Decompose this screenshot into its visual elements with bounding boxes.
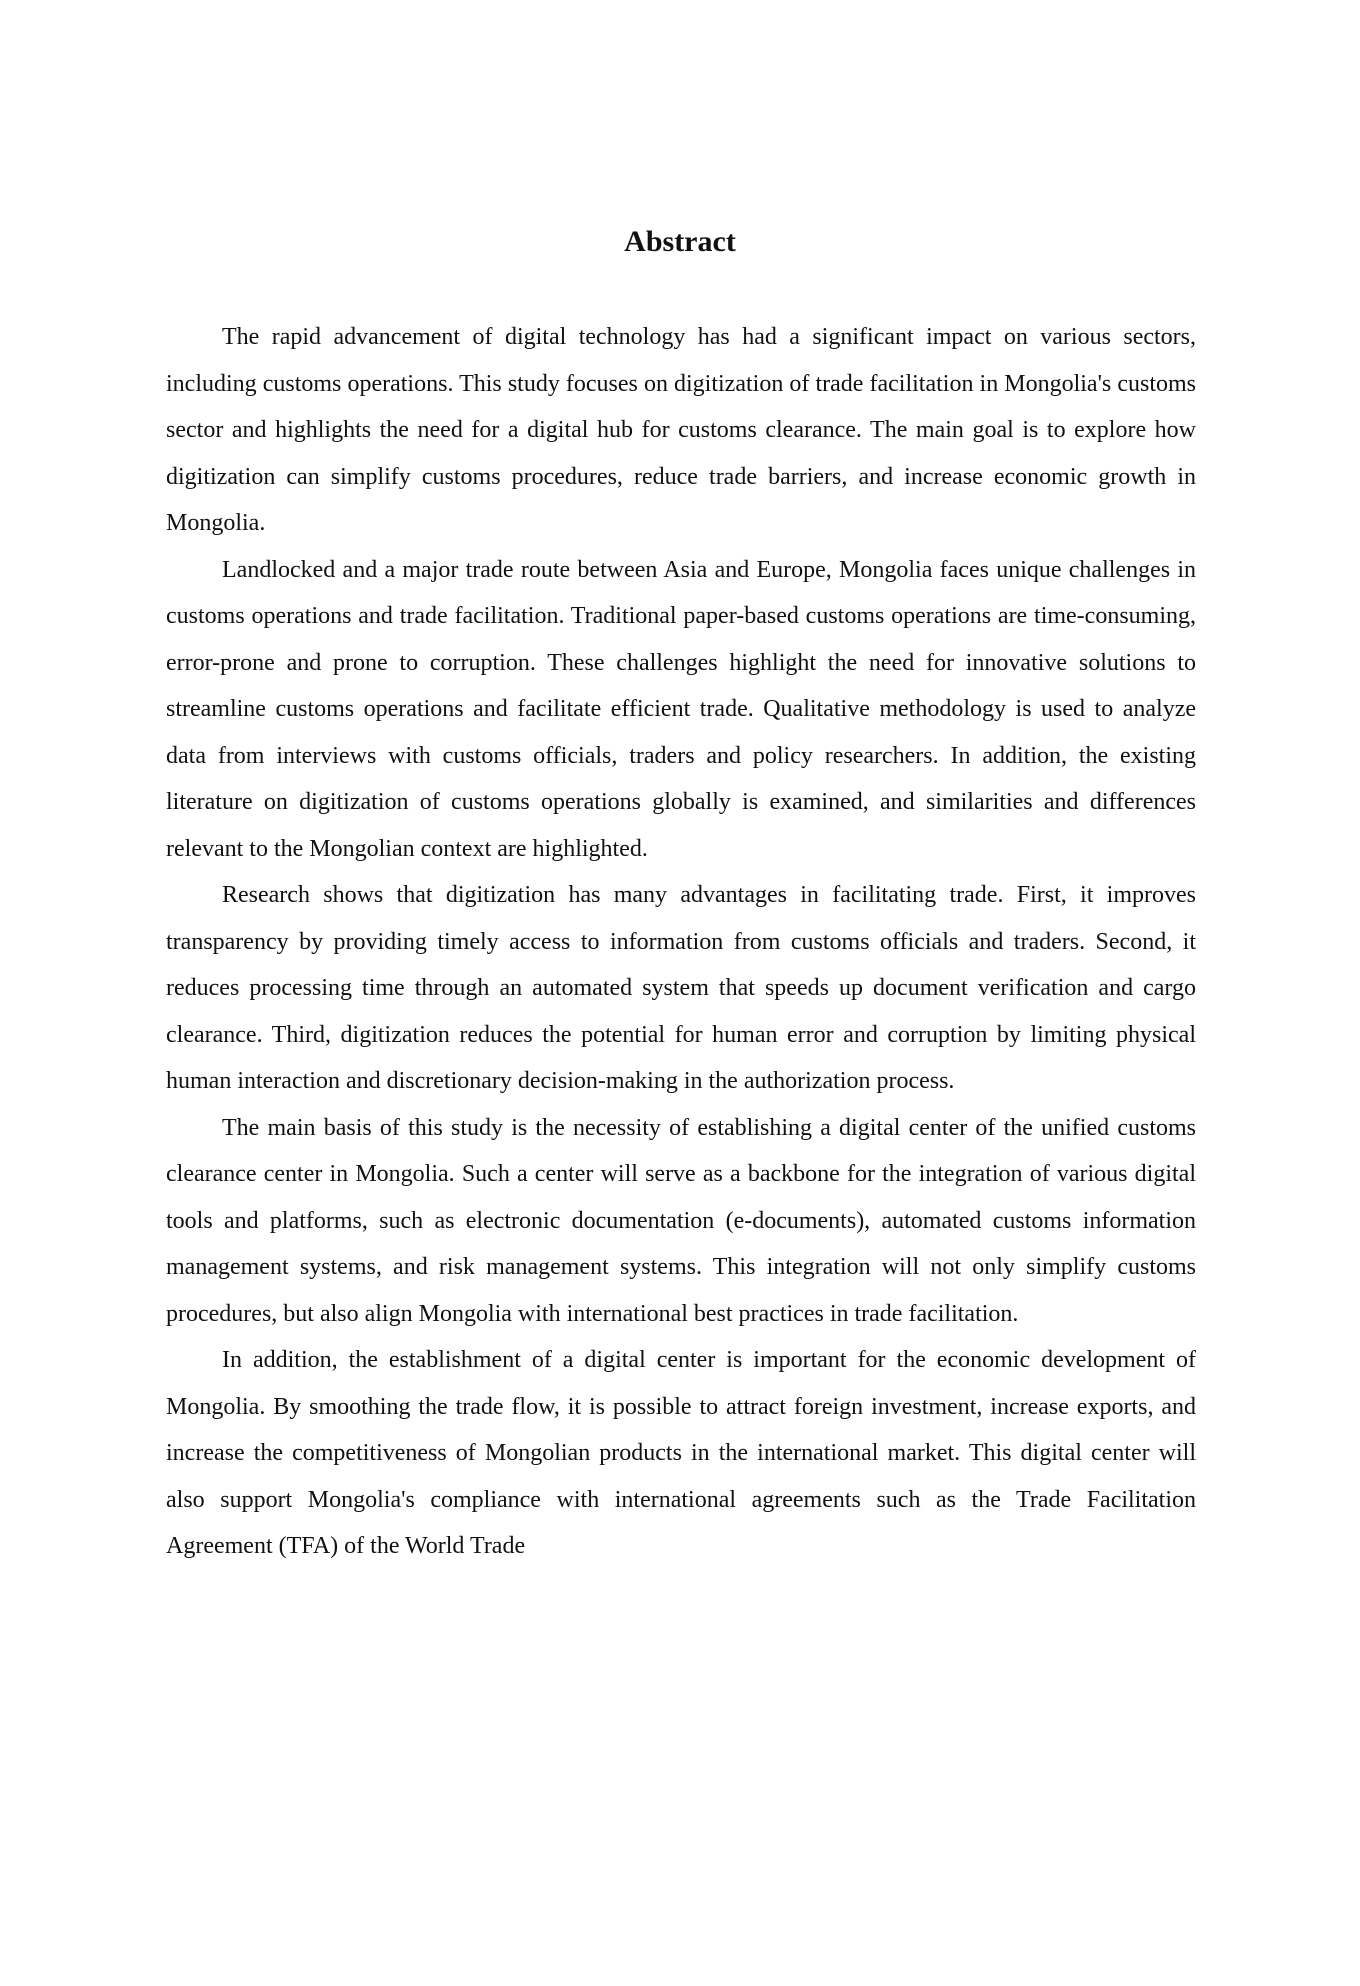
abstract-paragraph-4: The main basis of this study is the necessity of establishing a digital center of the unified customs clearance center in Mongolia. Such a center will serve as a backbone for the integration of various digital tools and platforms, such as electronic documentation (e-documents), automated customs information management systems, and risk management systems. This integration will not only simplify customs procedures, but also align Mongolia with international best practices in trade facilitation. <box>166 1114 1196 1327</box>
abstract-paragraph-2: Landlocked and a major trade route between Asia and Europe, Mongolia faces unique challenges in customs operations and trade facilitation. Traditional paper-based customs operations are time-consuming, error-prone and prone to corruption. These challenges highlight the need for innovative solutions to streamline customs operations and facilitate efficient trade. Qualitative methodology is used to analyze data from interviews with customs officials, traders and policy researchers. In addition, the existing literature on digitization of customs operations globally is examined, and similarities and differences relevant to the Mongolian context are highlighted. <box>166 556 1196 862</box>
abstract-body <box>166 314 1196 1570</box>
abstract-title: Abstract <box>624 225 736 258</box>
abstract-paragraph-3: Research shows that digitization has many advantages in facilitating trade. First, it improves transparency by providing timely access to information from customs officials and traders. Second, it reduces processing time through an automated system that speeds up document verification and cargo clearance. Third, digitization reduces the potential for human error and corruption by limiting physical human interaction and discretionary decision-making in the authorization process. <box>166 882 1196 1094</box>
abstract-paragraph-5: In addition, the establishment of a digital center is important for the economic development of Mongolia. By smoothing the trade flow, it is possible to attract foreign investment, increase exports, and increase the competitiveness of Mongolian products in the international market. This digital center will also support Mongolia's compliance with international agreements such as the Trade Facilitation Agreement (TFA) of the World Trade <box>166 1347 1196 1559</box>
abstract-paragraph-1: The rapid advancement of digital technology has had a significant impact on various sectors, including customs operations. This study focuses on digitization of trade facilitation in Mongolia's customs sector and highlights the need for a digital hub for customs clearance. The main goal is to explore how digitization can simplify customs procedures, reduce trade barriers, and increase economic growth in Mongolia. <box>166 324 1196 536</box>
